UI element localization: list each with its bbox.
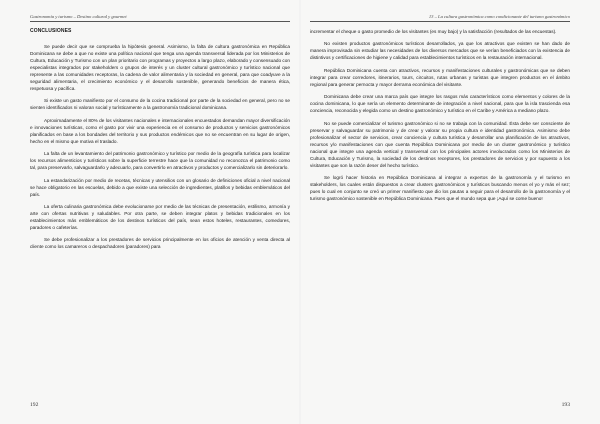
left-page-number: 192	[30, 402, 39, 408]
left-running-head: Gastronomía y turismo – Destino cultural y gourmet	[30, 14, 127, 19]
right-header-rule	[310, 21, 570, 22]
paragraph: Dominicana debe crear una marca país que integre los rasgos más característicos como elementos y colores de la cocina dominicana, lo que sería un elemento determinante de integración a nivel nacional, para que la isla trascienda esa conciencia, reconocida y elegida como un destino gastronómico y turístico en el Caribe y América a mediano plazo.	[310, 94, 570, 114]
paragraph: República Dominicana cuenta con atractivos, recursos y manifestaciones culturales y gastronómicas que se deben integrar para crear corredores, itinerarios, tours, circuitos, rutas urbanas y turistas que integren productos en el ámbito regional para generar pernocta y mayor derrama económica del visitante.	[310, 67, 570, 87]
paragraph: La estandarización por medio de recetas, técnicas y utensilios con un glosario de definiciones oficial a nivel nacional se hace obligatorio en las escuelas, debido a que existe una selección de ingredientes, platillos y bebidas emblemáticos del país.	[30, 177, 290, 197]
section-title: CONCLUSIONES	[30, 28, 72, 34]
left-body-text	[30, 28, 290, 256]
right-page	[300, 0, 600, 424]
paragraph: Se debe profesionalizar a los prestadores de servicios principalmente en los oficios de atención y venta directa al cliente como los camareros o despachadores (paradores) para	[30, 237, 290, 250]
paragraph: La oferta culinaria gastronómica debe evolucionarse por medio de las técnicas de presentación, estilismo, armonía y arte con ofertas nutritivas y saludables. Por otra parte, se deben integrar platos y bebidas tradicionales en los establecimientos más emblemáticos de los destinos turísticos del país, sean estos hoteles, restaurantes, comedores, paradores o cafeterías.	[30, 203, 290, 230]
paragraph: La falta de un levantamiento del patrimonio gastronómico y turístico por medio de la geografía turística para localizar los recursos alimenticios y turísticos sobre la superficie terrestre hace que la comunidad no reconozca el patrimonio como tal, para preservarlo, salvaguardarlo y adecuarlo, para convertirlo en atractivos y productos y comercializarlo sin deteriorarlo.	[30, 151, 290, 171]
right-body-text	[310, 28, 570, 207]
paragraph: No se puede comercializar el turismo gastronómico si no se trabaja con la comunidad. Ésta debe ser consciente de preservar y salvaguardar su patrimonio y de crear y valorar su propia cultura e identidad gastronómica. Asimismo debe profesionalizar el sector de servicios, crear conciencia y cultura turística y desarrollar una planificación de los atractivos, recursos y/o manifestaciones con que cuenta República Dominicana por medio de un cluster gastronómico y turístico nacional que integre una agenda vertical y transversal con los principales actores involucrados como los Ministerios de Cultura, Educación y Turismo, la sociedad de los destinos receptores, los prestadores de servicios y por supuesto a los visitantes que son la razón deser del hecho turístico.	[310, 120, 570, 168]
left-header-rule	[30, 21, 290, 22]
right-page-number: 193	[561, 402, 570, 408]
paragraph: Aproximadamente el 80% de los visitantes nacionales e internacionales encuestados demandan mayor diversificación e innovaciones turísticas, como el gasto por vivir una experiencia en el consumo de productos y servicios gastronómicos planificados en base a los bondades del territorio y sus productos endémicos que no se encuentran en su lugar de origen, hecho en el mismo que motiva el traslado.	[30, 117, 290, 144]
paragraph: incrementar el cheque o gasto promedio de los visitantes (es muy bajo) y la satisfacción (resultados de las encuestas).	[310, 29, 557, 34]
right-running-head: 13 – La cultura gastronómica como condicionante del turismo gastronómico	[428, 14, 570, 19]
paragraph: Se logró hacer historia en República Dominicana al integrar a expertos de la gastronomía y el turismo en stakeholders, los cuales están dispuestos a crear clusters gastronómicos y turísticos buscando menos el yo y más el sez; pues lo cual en conjunto se creó un primer manifiesto que dio los pautas a seguir para el desarrollo de la gastronomía y el turismo gastronómico sostenible en República Dominicana. Pues que el mundo sepa que ¡Aquí se come bueno!	[310, 174, 570, 201]
paragraph: Si existe un gasto manifiesto por el consumo de la cocina tradicional por parte de la sociedad en general, pero no se sienten identificados ni valoran social y turísticamente a la gastronomía tradicional dominicana.	[30, 98, 290, 111]
paragraph: No existen productos gastronómicos turísticos desarrollados, ya que los atractivos que existen se han dado de manera improvisada sin estudiar las necesidades de los diversos mercados que se verían beneficiados con la existencia de distintivos y certificaciones de higiene y calidad para establecimientos turísticos en la restauración internacional.	[310, 41, 570, 61]
paragraph: Se puede decir que se comprueba la hipótesis general. Asimismo, la falta de cultura gastronómica en República Dominicana se debe a que no existe una política nacional que tenga una agenda transversal liderada por los Ministerios de Cultura, Educación y Turismo con un plan prioritario con programas y proyectos a largo plazo, elaborado y consensuado con especialistas integrados por stakeholders o grupos de interés y un cluster cultural gastronómico y turístico nacional que represente a las comunidades receptoras, la cadena de valor alimentaria y la sociedad en general, para que coadyuve a la seguridad alimentaria, el crecimiento económico y el desarrollo sostenible, generando beneficios de manera ética, respetuosa y pacífica.	[30, 44, 290, 91]
